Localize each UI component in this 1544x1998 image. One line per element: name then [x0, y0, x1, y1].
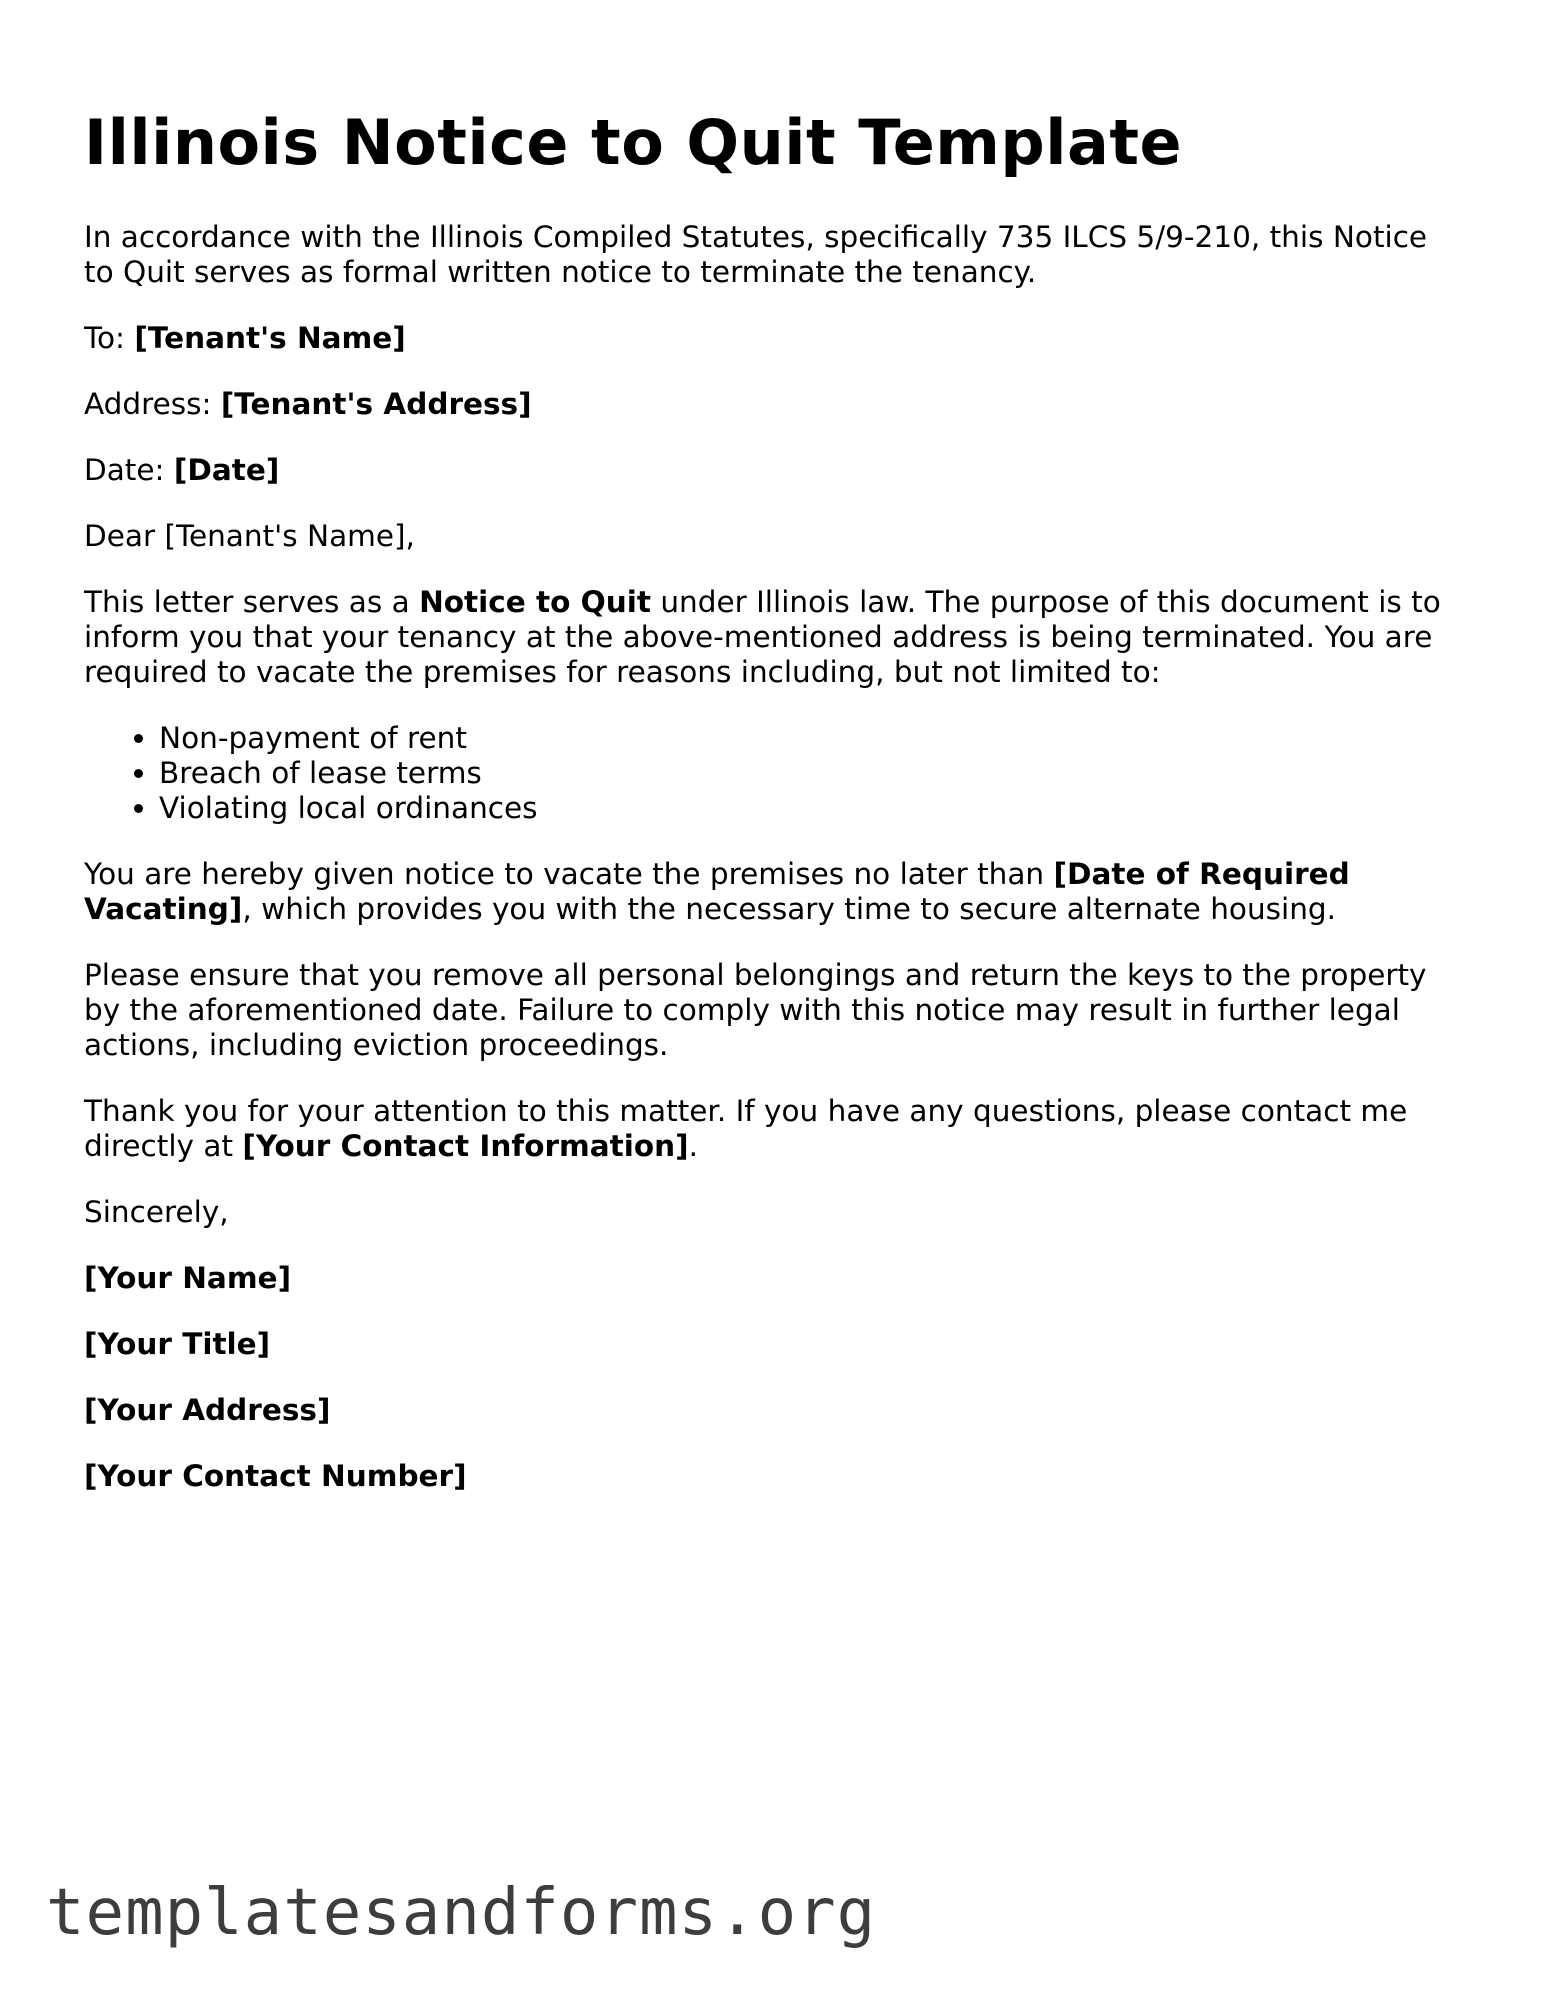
page-title: Illinois Notice to Quit Template — [84, 106, 1183, 179]
address-value: [Tenant's Address] — [220, 387, 532, 421]
list-item: • Violating local ordinances — [159, 791, 1464, 826]
intro-paragraph: In accordance with the Illinois Compiled Statutes, specifically 735 ILCS 5/9-210, this Notice to Quit serves as formal written notice to terminate the tenancy. — [84, 220, 1428, 289]
signature-contact: [Your Contact Number] — [84, 1459, 467, 1493]
date-label: Date: — [84, 453, 165, 487]
signature-block — [84, 1261, 1464, 1494]
closing: Sincerely, — [84, 1195, 229, 1229]
address-line — [84, 387, 1464, 422]
address-label: Address: — [84, 387, 212, 421]
date-value: [Date] — [173, 453, 280, 487]
contact-info-placeholder: [Your Contact Information] — [242, 1129, 689, 1163]
body-paragraph-1: This letter serves as a Notice to Quit under Illinois law. The purpose of this document is to inform you that your tenancy at the above-mentioned address is being terminated. You are required to vacate the premises for reasons including, but not limited to: — [84, 585, 1441, 689]
signature-address: [Your Address] — [84, 1393, 331, 1427]
site-watermark: templatesandforms.org — [46, 1876, 877, 1950]
salutation: Dear [Tenant's Name], — [84, 519, 415, 553]
signature-name: [Your Name] — [84, 1261, 292, 1295]
reasons-list — [84, 721, 1464, 826]
body-paragraph-4: Thank you for your attention to this matter. If you have any questions, please contact me directly at [Your Contact Information]. — [84, 1094, 1408, 1163]
notice-to-quit-emphasis: Notice to Quit — [419, 585, 651, 619]
to-value: [Tenant's Name] — [134, 321, 406, 355]
body-paragraph-2: You are hereby given notice to vacate the premises no later than [Date of Required Vacating], which provides you with the necessary time to secure alternate housing. — [84, 857, 1350, 926]
list-item: • Non-payment of rent — [159, 721, 1464, 756]
body-paragraph-3: Please ensure that you remove all personal belongings and return the keys to the property by the aforementioned date. Failure to comply with this notice may result in further legal actions, including eviction proceedings. — [84, 958, 1427, 1062]
vacate-date-placeholder: [Date of Required Vacating] — [84, 857, 1350, 926]
signature-title: [Your Title] — [84, 1327, 271, 1361]
to-label: To: — [84, 321, 125, 355]
to-line — [84, 321, 1464, 356]
document-page — [84, 104, 1464, 1525]
date-line — [84, 453, 1464, 488]
list-item: • Breach of lease terms — [159, 756, 1464, 791]
